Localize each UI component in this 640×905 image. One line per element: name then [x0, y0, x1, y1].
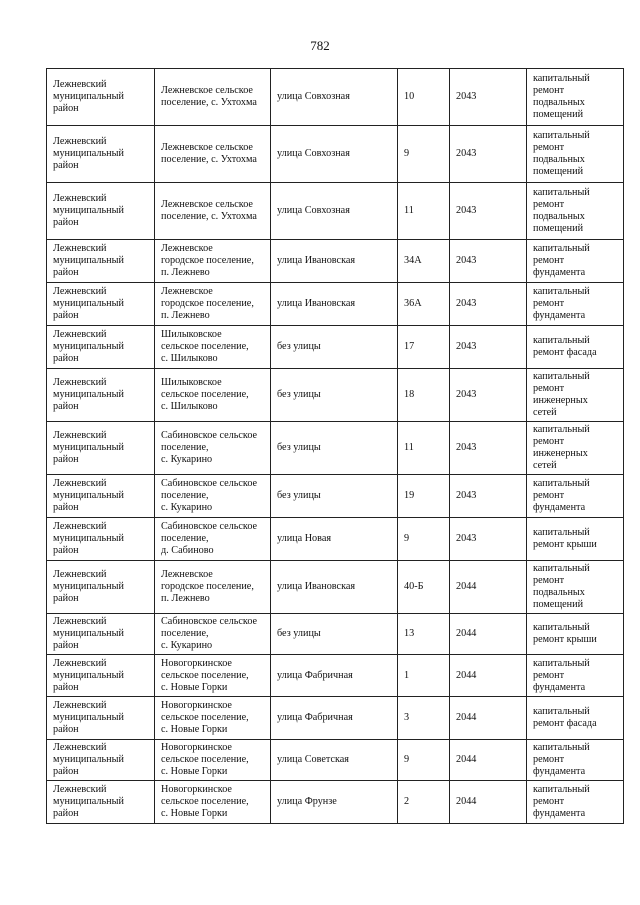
year-cell: 2043: [450, 126, 527, 183]
house-number-cell: 9: [398, 126, 450, 183]
settlement-cell: Новогоркинское сельское поселение, с. Новые Горки: [155, 697, 271, 740]
work-type-cell: капитальный ремонт подвальных помещений: [527, 126, 624, 183]
settlement-cell: Сабиновское сельское поселение, д. Сабиново: [155, 518, 271, 561]
district-cell: Лежневский муниципальный район: [47, 369, 155, 422]
street-cell: улица Новая: [271, 518, 398, 561]
settlement-cell: Сабиновское сельское поселение, с. Кукарино: [155, 475, 271, 518]
year-cell: 2044: [450, 781, 527, 824]
work-type-cell: капитальный ремонт подвальных помещений: [527, 69, 624, 126]
table-row: [47, 183, 624, 240]
house-number-cell: 40-Б: [398, 561, 450, 614]
year-cell: 2043: [450, 518, 527, 561]
work-type-cell: капитальный ремонт фундамента: [527, 475, 624, 518]
year-cell: 2044: [450, 614, 527, 655]
table-row: [47, 283, 624, 326]
house-number-cell: 3: [398, 697, 450, 740]
year-cell: 2044: [450, 740, 527, 781]
district-cell: Лежневский муниципальный район: [47, 240, 155, 283]
house-number-cell: 11: [398, 422, 450, 475]
year-cell: 2043: [450, 183, 527, 240]
street-cell: улица Фабричная: [271, 697, 398, 740]
district-cell: Лежневский муниципальный район: [47, 655, 155, 697]
settlement-cell: Лежневское сельское поселение, с. Ухтохма: [155, 183, 271, 240]
table-row: [47, 614, 624, 655]
house-number-cell: 17: [398, 326, 450, 369]
year-cell: 2044: [450, 697, 527, 740]
district-cell: Лежневский муниципальный район: [47, 69, 155, 126]
repair-schedule-table: [46, 68, 624, 824]
house-number-cell: 36А: [398, 283, 450, 326]
table-row: [47, 422, 624, 475]
work-type-cell: капитальный ремонт инженерных сетей: [527, 369, 624, 422]
year-cell: 2043: [450, 283, 527, 326]
house-number-cell: 18: [398, 369, 450, 422]
table-body: [47, 69, 624, 824]
street-cell: без улицы: [271, 326, 398, 369]
work-type-cell: капитальный ремонт фундамента: [527, 740, 624, 781]
settlement-cell: Сабиновское сельское поселение, с. Кукарино: [155, 422, 271, 475]
street-cell: улица Фабричная: [271, 655, 398, 697]
work-type-cell: капитальный ремонт фасада: [527, 697, 624, 740]
settlement-cell: Шилыковское сельское поселение, с. Шилыково: [155, 326, 271, 369]
table-row: [47, 655, 624, 697]
district-cell: Лежневский муниципальный район: [47, 422, 155, 475]
work-type-cell: капитальный ремонт крыши: [527, 518, 624, 561]
house-number-cell: 1: [398, 655, 450, 697]
street-cell: без улицы: [271, 614, 398, 655]
settlement-cell: Шилыковское сельское поселение, с. Шилыково: [155, 369, 271, 422]
house-number-cell: 9: [398, 740, 450, 781]
table-row: [47, 740, 624, 781]
work-type-cell: капитальный ремонт фундамента: [527, 240, 624, 283]
street-cell: улица Ивановская: [271, 240, 398, 283]
year-cell: 2043: [450, 69, 527, 126]
settlement-cell: Лежневское сельское поселение, с. Ухтохма: [155, 69, 271, 126]
street-cell: улица Совхозная: [271, 69, 398, 126]
house-number-cell: 34А: [398, 240, 450, 283]
work-type-cell: капитальный ремонт фундамента: [527, 781, 624, 824]
house-number-cell: 13: [398, 614, 450, 655]
year-cell: 2044: [450, 655, 527, 697]
district-cell: Лежневский муниципальный район: [47, 475, 155, 518]
table-row: [47, 518, 624, 561]
district-cell: Лежневский муниципальный район: [47, 183, 155, 240]
house-number-cell: 9: [398, 518, 450, 561]
settlement-cell: Новогоркинское сельское поселение, с. Новые Горки: [155, 655, 271, 697]
street-cell: улица Ивановская: [271, 283, 398, 326]
street-cell: улица Ивановская: [271, 561, 398, 614]
year-cell: 2044: [450, 561, 527, 614]
settlement-cell: Лежневское городское поселение, п. Лежнево: [155, 283, 271, 326]
table-row: [47, 697, 624, 740]
district-cell: Лежневский муниципальный район: [47, 326, 155, 369]
house-number-cell: 19: [398, 475, 450, 518]
settlement-cell: Лежневское сельское поселение, с. Ухтохма: [155, 126, 271, 183]
settlement-cell: Лежневское городское поселение, п. Лежнево: [155, 240, 271, 283]
district-cell: Лежневский муниципальный район: [47, 781, 155, 824]
settlement-cell: Лежневское городское поселение, п. Лежнево: [155, 561, 271, 614]
street-cell: улица Совхозная: [271, 126, 398, 183]
street-cell: без улицы: [271, 475, 398, 518]
year-cell: 2043: [450, 475, 527, 518]
district-cell: Лежневский муниципальный район: [47, 740, 155, 781]
settlement-cell: Сабиновское сельское поселение, с. Кукарино: [155, 614, 271, 655]
street-cell: улица Советская: [271, 740, 398, 781]
district-cell: Лежневский муниципальный район: [47, 518, 155, 561]
settlement-cell: Новогоркинское сельское поселение, с. Новые Горки: [155, 781, 271, 824]
table-row: [47, 561, 624, 614]
work-type-cell: капитальный ремонт крыши: [527, 614, 624, 655]
work-type-cell: капитальный ремонт подвальных помещений: [527, 561, 624, 614]
street-cell: без улицы: [271, 422, 398, 475]
table-row: [47, 69, 624, 126]
table-row: [47, 475, 624, 518]
house-number-cell: 2: [398, 781, 450, 824]
work-type-cell: капитальный ремонт фасада: [527, 326, 624, 369]
settlement-cell: Новогоркинское сельское поселение, с. Новые Горки: [155, 740, 271, 781]
district-cell: Лежневский муниципальный район: [47, 697, 155, 740]
work-type-cell: капитальный ремонт подвальных помещений: [527, 183, 624, 240]
work-type-cell: капитальный ремонт инженерных сетей: [527, 422, 624, 475]
table-row: [47, 369, 624, 422]
street-cell: улица Совхозная: [271, 183, 398, 240]
table-row: [47, 240, 624, 283]
house-number-cell: 11: [398, 183, 450, 240]
street-cell: улица Фрунзе: [271, 781, 398, 824]
district-cell: Лежневский муниципальный район: [47, 283, 155, 326]
year-cell: 2043: [450, 369, 527, 422]
work-type-cell: капитальный ремонт фундамента: [527, 283, 624, 326]
year-cell: 2043: [450, 326, 527, 369]
table-row: [47, 326, 624, 369]
district-cell: Лежневский муниципальный район: [47, 614, 155, 655]
table-row: [47, 781, 624, 824]
year-cell: 2043: [450, 240, 527, 283]
table-row: [47, 126, 624, 183]
district-cell: Лежневский муниципальный район: [47, 561, 155, 614]
house-number-cell: 10: [398, 69, 450, 126]
street-cell: без улицы: [271, 369, 398, 422]
page-number: 782: [310, 38, 330, 53]
work-type-cell: капитальный ремонт фундамента: [527, 655, 624, 697]
district-cell: Лежневский муниципальный район: [47, 126, 155, 183]
year-cell: 2043: [450, 422, 527, 475]
